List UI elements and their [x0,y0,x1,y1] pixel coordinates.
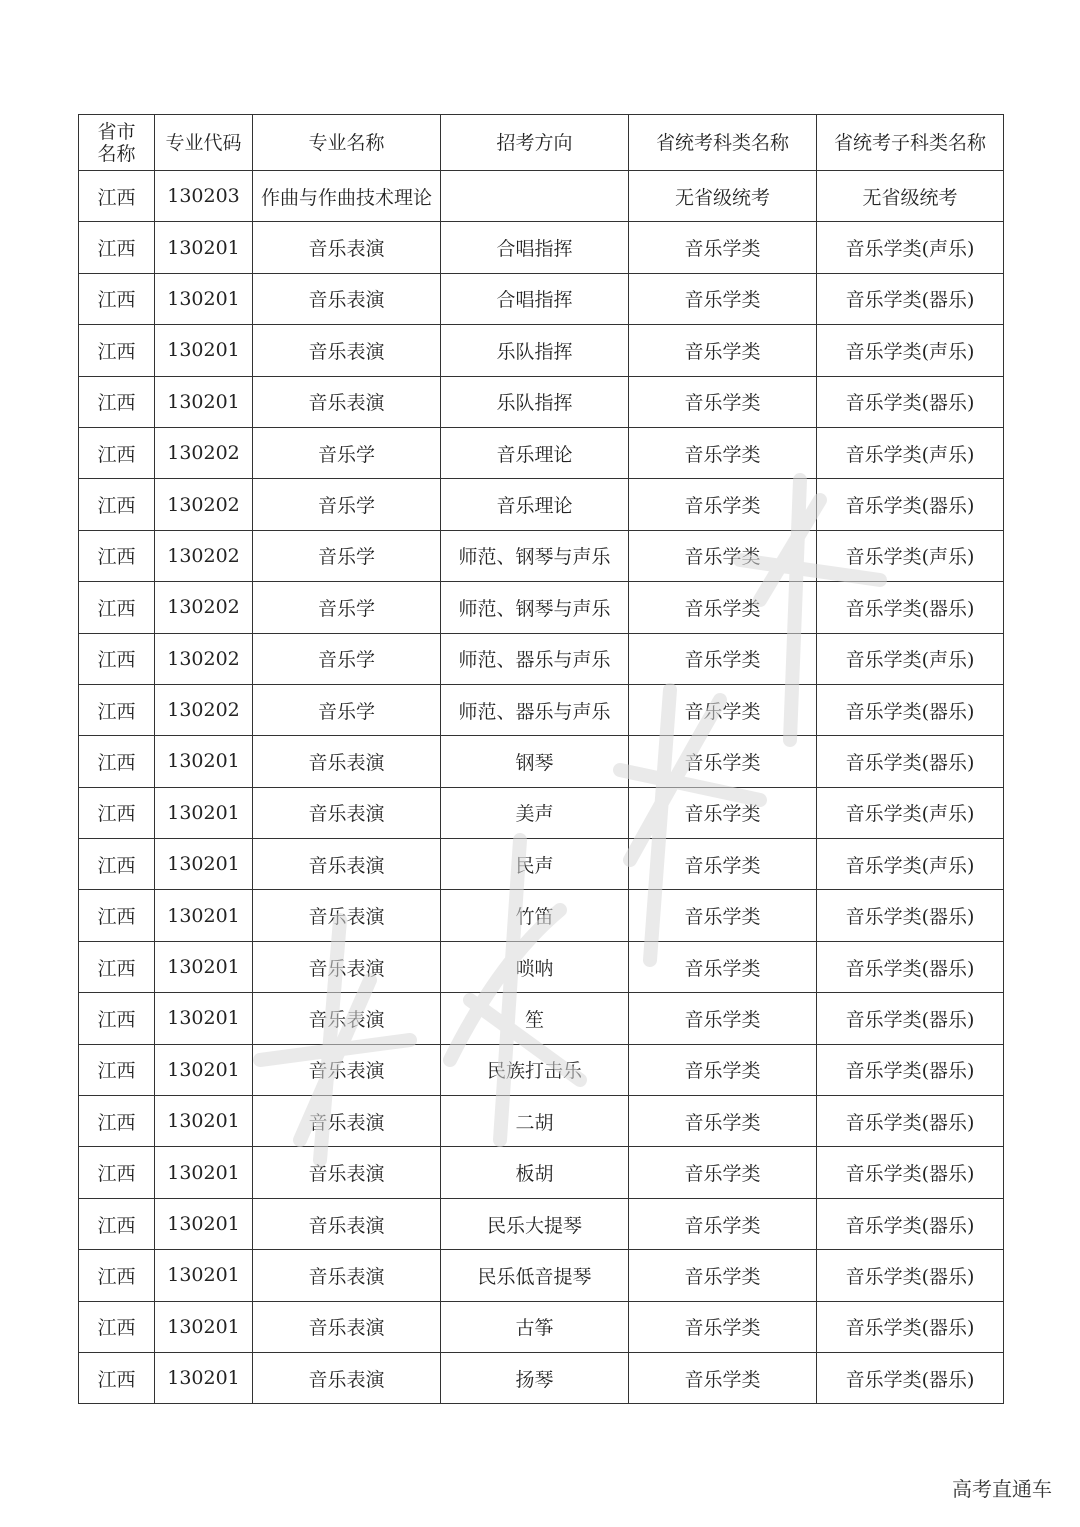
table-row [79,530,1004,581]
cell-direction: 音乐理论 [441,479,629,530]
cell-major-code: 130201 [155,839,253,890]
cell-exam-subcategory: 音乐学类(器乐) [817,1044,1004,1095]
cell-major-code: 130201 [155,325,253,376]
cell-exam-subcategory: 音乐学类(器乐) [817,582,1004,633]
table-row [79,1044,1004,1095]
table-body [79,171,1004,1404]
cell-exam-subcategory: 音乐学类(器乐) [817,1096,1004,1147]
cell-major-code: 130201 [155,1250,253,1301]
cell-exam-subcategory: 音乐学类(声乐) [817,325,1004,376]
cell-exam-category: 音乐学类 [629,1044,817,1095]
cell-direction: 民声 [441,839,629,890]
table-row [79,1147,1004,1198]
cell-exam-category: 音乐学类 [629,890,817,941]
cell-exam-subcategory: 音乐学类(器乐) [817,479,1004,530]
table-row [79,736,1004,787]
table-row [79,1352,1004,1403]
cell-exam-subcategory: 音乐学类(器乐) [817,736,1004,787]
cell-major-code: 130202 [155,582,253,633]
table-row [79,1250,1004,1301]
cell-exam-category: 音乐学类 [629,684,817,735]
cell-province: 江西 [79,1147,155,1198]
cell-exam-category: 音乐学类 [629,1250,817,1301]
cell-exam-subcategory: 音乐学类(器乐) [817,1250,1004,1301]
cell-exam-category: 音乐学类 [629,479,817,530]
table-row [79,890,1004,941]
cell-major-code: 130201 [155,1352,253,1403]
cell-province: 江西 [79,1096,155,1147]
cell-direction: 民乐大提琴 [441,1198,629,1249]
cell-exam-category: 音乐学类 [629,325,817,376]
cell-major-name: 音乐表演 [253,273,441,324]
cell-province: 江西 [79,633,155,684]
cell-major-code: 130202 [155,427,253,478]
cell-major-code: 130201 [155,941,253,992]
cell-major-name: 音乐表演 [253,1044,441,1095]
cell-direction: 师范、钢琴与声乐 [441,582,629,633]
cell-major-code: 130201 [155,273,253,324]
cell-major-name: 音乐表演 [253,325,441,376]
cell-exam-category: 音乐学类 [629,787,817,838]
cell-major-code: 130201 [155,1044,253,1095]
cell-direction: 师范、钢琴与声乐 [441,530,629,581]
cell-major-code: 130202 [155,684,253,735]
cell-direction: 合唱指挥 [441,273,629,324]
cell-exam-subcategory: 音乐学类(器乐) [817,273,1004,324]
cell-major-name: 音乐表演 [253,1096,441,1147]
cell-exam-category: 音乐学类 [629,427,817,478]
cell-direction: 扬琴 [441,1352,629,1403]
cell-major-name: 音乐表演 [253,1352,441,1403]
footer-brand: 高考直通车 [952,1477,1052,1501]
cell-province: 江西 [79,1044,155,1095]
cell-major-name: 音乐表演 [253,736,441,787]
table-row [79,684,1004,735]
cell-direction: 古筝 [441,1301,629,1352]
cell-major-name: 音乐表演 [253,1147,441,1198]
cell-province: 江西 [79,787,155,838]
table-row [79,325,1004,376]
cell-direction: 合唱指挥 [441,222,629,273]
cell-direction: 竹笛 [441,890,629,941]
cell-exam-category: 音乐学类 [629,736,817,787]
cell-province: 江西 [79,993,155,1044]
cell-exam-category: 音乐学类 [629,839,817,890]
header-major-name: 专业名称 [253,115,441,171]
cell-direction: 民族打击乐 [441,1044,629,1095]
cell-province: 江西 [79,273,155,324]
cell-major-code: 130201 [155,1096,253,1147]
cell-major-code: 130202 [155,530,253,581]
table-row [79,582,1004,633]
cell-major-code: 130202 [155,633,253,684]
cell-province: 江西 [79,1301,155,1352]
cell-major-code: 130201 [155,787,253,838]
admission-table [78,114,1004,1404]
cell-major-name: 音乐表演 [253,890,441,941]
cell-direction: 美声 [441,787,629,838]
cell-major-name: 音乐学 [253,633,441,684]
cell-exam-subcategory: 音乐学类(器乐) [817,941,1004,992]
cell-major-name: 音乐表演 [253,1250,441,1301]
cell-province: 江西 [79,1198,155,1249]
cell-major-name: 音乐学 [253,530,441,581]
cell-province: 江西 [79,582,155,633]
cell-direction: 师范、器乐与声乐 [441,633,629,684]
cell-exam-subcategory: 无省级统考 [817,171,1004,222]
cell-exam-category: 音乐学类 [629,1147,817,1198]
cell-exam-subcategory: 音乐学类(器乐) [817,993,1004,1044]
cell-exam-subcategory: 音乐学类(声乐) [817,839,1004,890]
table-row [79,839,1004,890]
cell-major-name: 音乐表演 [253,941,441,992]
cell-exam-category: 音乐学类 [629,273,817,324]
table-row [79,1096,1004,1147]
cell-major-name: 音乐表演 [253,1301,441,1352]
cell-exam-subcategory: 音乐学类(器乐) [817,1198,1004,1249]
cell-exam-subcategory: 音乐学类(声乐) [817,222,1004,273]
cell-exam-category: 音乐学类 [629,530,817,581]
cell-exam-category: 音乐学类 [629,222,817,273]
cell-exam-category: 音乐学类 [629,1352,817,1403]
cell-major-name: 音乐学 [253,427,441,478]
cell-direction: 二胡 [441,1096,629,1147]
cell-exam-category: 音乐学类 [629,1301,817,1352]
cell-major-code: 130201 [155,1147,253,1198]
cell-exam-category: 无省级统考 [629,171,817,222]
cell-major-name: 音乐学 [253,479,441,530]
header-major-code: 专业代码 [155,115,253,171]
cell-major-code: 130201 [155,890,253,941]
cell-exam-subcategory: 音乐学类(器乐) [817,1147,1004,1198]
cell-province: 江西 [79,1250,155,1301]
table-row [79,787,1004,838]
cell-major-name: 音乐表演 [253,839,441,890]
cell-direction: 乐队指挥 [441,376,629,427]
cell-exam-subcategory: 音乐学类(器乐) [817,684,1004,735]
cell-direction: 钢琴 [441,736,629,787]
table-row [79,222,1004,273]
table-row [79,171,1004,222]
table-row [79,273,1004,324]
cell-exam-category: 音乐学类 [629,582,817,633]
cell-direction: 音乐理论 [441,427,629,478]
header-exam-subcategory: 省统考子科类名称 [817,115,1004,171]
cell-direction: 民乐低音提琴 [441,1250,629,1301]
header-province: 省市 名称 [79,115,155,171]
cell-exam-category: 音乐学类 [629,941,817,992]
cell-direction: 师范、器乐与声乐 [441,684,629,735]
cell-exam-subcategory: 音乐学类(器乐) [817,376,1004,427]
table-row [79,427,1004,478]
cell-direction [441,171,629,222]
cell-exam-subcategory: 音乐学类(声乐) [817,633,1004,684]
cell-province: 江西 [79,890,155,941]
cell-province: 江西 [79,530,155,581]
cell-direction: 唢呐 [441,941,629,992]
cell-province: 江西 [79,941,155,992]
cell-major-code: 130201 [155,993,253,1044]
cell-province: 江西 [79,171,155,222]
header-direction: 招考方向 [441,115,629,171]
cell-province: 江西 [79,1352,155,1403]
cell-exam-category: 音乐学类 [629,1198,817,1249]
cell-major-code: 130203 [155,171,253,222]
cell-major-name: 音乐表演 [253,222,441,273]
cell-major-name: 音乐表演 [253,1198,441,1249]
table-row [79,941,1004,992]
cell-province: 江西 [79,427,155,478]
cell-province: 江西 [79,325,155,376]
cell-major-code: 130202 [155,479,253,530]
cell-major-name: 音乐学 [253,684,441,735]
cell-province: 江西 [79,376,155,427]
cell-exam-subcategory: 音乐学类(声乐) [817,427,1004,478]
table-row [79,633,1004,684]
cell-province: 江西 [79,839,155,890]
cell-major-code: 130201 [155,1198,253,1249]
cell-exam-subcategory: 音乐学类(器乐) [817,1301,1004,1352]
cell-exam-subcategory: 音乐学类(声乐) [817,530,1004,581]
cell-major-name: 音乐表演 [253,993,441,1044]
cell-exam-category: 音乐学类 [629,1096,817,1147]
cell-exam-subcategory: 音乐学类(器乐) [817,1352,1004,1403]
cell-direction: 板胡 [441,1147,629,1198]
cell-exam-category: 音乐学类 [629,376,817,427]
cell-major-code: 130201 [155,376,253,427]
cell-province: 江西 [79,736,155,787]
cell-direction: 乐队指挥 [441,325,629,376]
table-row [79,479,1004,530]
cell-major-name: 音乐表演 [253,787,441,838]
cell-exam-category: 音乐学类 [629,633,817,684]
table-row [79,1301,1004,1352]
cell-major-name: 音乐表演 [253,376,441,427]
cell-province: 江西 [79,479,155,530]
admission-table-container [78,114,1003,1404]
cell-exam-category: 音乐学类 [629,993,817,1044]
table-header-row [79,115,1004,171]
cell-major-name: 作曲与作曲技术理论 [253,171,441,222]
table-row [79,1198,1004,1249]
table-row [79,993,1004,1044]
table-row [79,376,1004,427]
cell-major-code: 130201 [155,736,253,787]
cell-exam-subcategory: 音乐学类(器乐) [817,890,1004,941]
cell-province: 江西 [79,684,155,735]
cell-province: 江西 [79,222,155,273]
cell-major-code: 130201 [155,1301,253,1352]
cell-direction: 笙 [441,993,629,1044]
cell-exam-subcategory: 音乐学类(声乐) [817,787,1004,838]
cell-major-code: 130201 [155,222,253,273]
header-exam-category: 省统考科类名称 [629,115,817,171]
cell-major-name: 音乐学 [253,582,441,633]
